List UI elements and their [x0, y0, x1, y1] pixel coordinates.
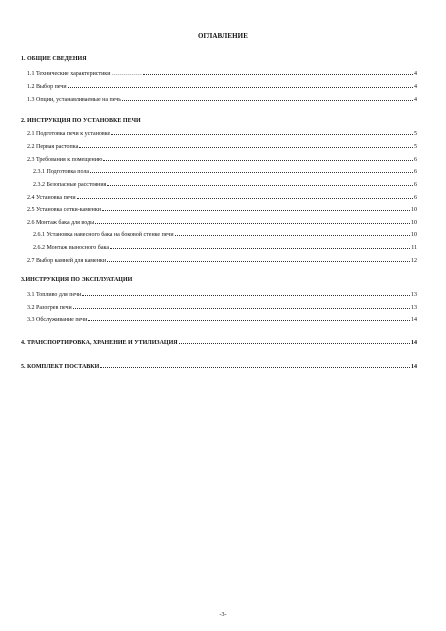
toc-row[interactable] — [27, 205, 417, 214]
toc-page: 4 — [414, 71, 417, 77]
toc-row[interactable] — [27, 256, 417, 265]
toc-label: 2.5 Установка сетки-каменки — [27, 207, 102, 213]
toc-page: 14 — [411, 317, 417, 323]
leader-dots — [122, 95, 413, 101]
toc-row[interactable] — [27, 193, 417, 202]
toc-label: 2.2 Первая растопка — [27, 144, 79, 150]
toc-row[interactable] — [27, 95, 417, 104]
page-number: -3- — [219, 612, 227, 618]
toc-label: 1.3 Опции, устанавливаемые на печь — [27, 97, 121, 103]
page-title: ОГЛАВЛЕНИЕ — [198, 32, 248, 40]
leader-dots — [107, 180, 413, 186]
leader-dots — [143, 69, 413, 75]
toc-label: 2.4 Установка печи — [27, 195, 76, 201]
toc-label: 2.3 Требования к помещению — [27, 157, 103, 163]
toc-row[interactable] — [27, 155, 417, 164]
leader-dots — [111, 129, 413, 135]
toc-row[interactable] — [33, 230, 417, 239]
toc-page: 4 — [414, 97, 417, 103]
toc-label: 5. КОМПЛЕКТ ПОСТАВКИ — [21, 364, 100, 370]
toc-page: 6 — [414, 195, 417, 201]
toc-page: 10 — [411, 220, 417, 226]
leader-dots — [82, 290, 410, 296]
toc-row[interactable] — [21, 276, 421, 284]
toc-page: 13 — [411, 305, 417, 311]
toc-row[interactable] — [27, 303, 417, 312]
toc-label: 2.1 Подготовка печи к установке — [27, 131, 111, 137]
leader-dots — [175, 230, 410, 236]
toc-row[interactable] — [33, 243, 417, 252]
leader-dots — [100, 362, 410, 368]
toc-row[interactable] — [27, 315, 417, 324]
leader-dots — [107, 256, 410, 262]
leader-dots — [179, 338, 410, 344]
leader-dots — [77, 193, 413, 199]
toc-label: 3.3 Обслуживание печи — [27, 317, 88, 323]
toc-label: 1.1 Технические характеристики …………… — [27, 71, 142, 77]
toc-row[interactable] — [27, 82, 417, 91]
toc-page: 13 — [411, 292, 417, 298]
toc-label: 2. ИНСТРУКЦИЯ ПО УСТАНОВКЕ ПЕЧИ — [21, 118, 141, 124]
toc-row[interactable] — [21, 55, 421, 63]
toc-page: 6 — [414, 169, 417, 175]
toc-label: 1. ОБЩИЕ СВЕДЕНИЯ — [21, 56, 87, 62]
leader-dots — [88, 315, 410, 321]
leader-dots — [79, 142, 413, 148]
leader-dots — [90, 167, 413, 173]
toc-row[interactable] — [27, 69, 417, 78]
toc-page: 10 — [411, 232, 417, 238]
toc-label: 2.6 Монтаж бака для воды — [27, 220, 95, 226]
toc-page: 5 — [414, 131, 417, 137]
toc-page: 10 — [411, 207, 417, 213]
toc-label: 2.3.1 Подготовка пола — [33, 169, 90, 175]
toc-label: 2.6.1 Установка навесного бака на боковой стенке печи — [33, 232, 174, 238]
toc-page: 11 — [411, 245, 417, 251]
toc-page: 5 — [414, 144, 417, 150]
toc-label: 4. ТРАНСПОРТИРОВКА, ХРАНЕНИЕ И УТИЛИЗАЦИЯ — [21, 340, 178, 346]
leader-dots — [95, 218, 410, 224]
toc-row[interactable] — [33, 180, 417, 189]
toc-page: 6 — [414, 157, 417, 163]
toc-label: 1.2 Выбор печи — [27, 84, 67, 90]
toc-label: 2.7 Выбор камней для каменки — [27, 258, 107, 264]
leader-dots — [102, 205, 410, 211]
toc-row[interactable] — [21, 117, 421, 125]
toc-page: 14 — [411, 364, 417, 370]
toc-page: 6 — [414, 182, 417, 188]
toc-page: 14 — [411, 340, 417, 346]
toc-row[interactable] — [27, 129, 417, 138]
toc-row[interactable] — [33, 167, 417, 176]
toc-label: 3.1 Топливо для печи — [27, 292, 82, 298]
leader-dots — [110, 243, 410, 249]
toc-row[interactable] — [21, 338, 417, 347]
toc-row[interactable] — [27, 290, 417, 299]
toc-row[interactable] — [27, 218, 417, 227]
leader-dots — [103, 155, 413, 161]
toc-page: 4 — [414, 84, 417, 90]
toc-label: 3.ИНСТРУКЦИЯ ПО ЭКСПЛУАТАЦИИ — [21, 277, 133, 283]
toc-row[interactable] — [21, 362, 417, 371]
leader-dots — [68, 82, 413, 88]
toc-row[interactable] — [27, 142, 417, 151]
toc-label: 3.2 Разогрев печи — [27, 305, 72, 311]
toc-label: 2.6.2 Монтаж выносного бака — [33, 245, 110, 251]
leader-dots — [73, 303, 410, 309]
toc-label: 2.3.2 Безопасные расстояния — [33, 182, 107, 188]
toc-page: 12 — [411, 258, 417, 264]
